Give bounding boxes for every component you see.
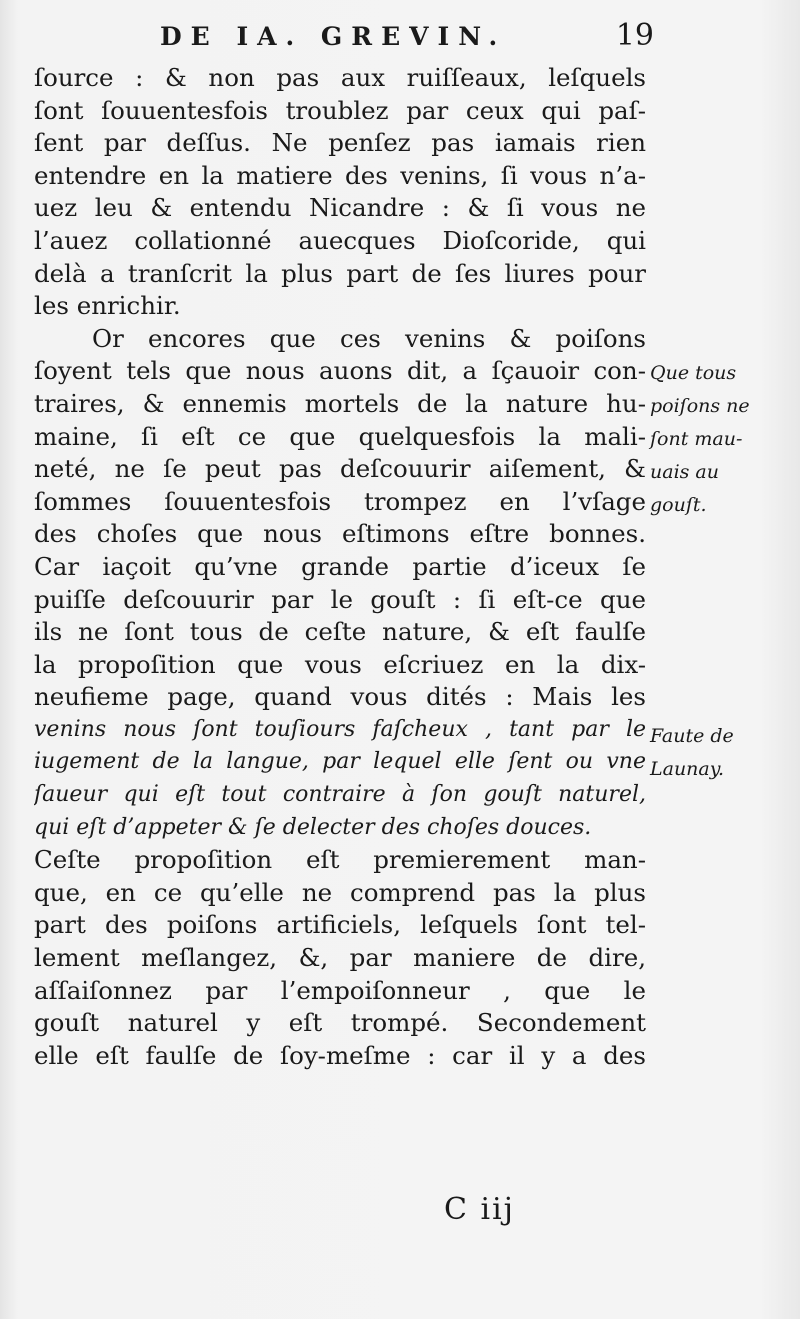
text-line: ſource : & non pas aux ruiſſeaux, leſquels [34, 63, 646, 92]
text-line: les enrichir. [34, 291, 181, 321]
text-line: uez leu & entendu Nicandre : & ſi vous ne [34, 193, 646, 223]
marginal-note-line: Faute de [650, 725, 734, 747]
text-line: ſont ſouuentesfois troublez par ceux qui paſ- [34, 95, 646, 125]
body-text [34, 62, 646, 1072]
marginal-note-line: gouſt. [650, 494, 707, 516]
marginal-note-line: Launay. [650, 758, 724, 780]
text-line: traires, & ennemis mortels de la nature hu- [34, 388, 646, 418]
page-number: 19 [615, 18, 654, 53]
text-line: que, en ce qu’elle ne comprend pas la plus [34, 877, 646, 907]
text-line: puiſſe deſcouurir par le gouſt : ſi eſt-ce que [34, 584, 646, 614]
marginal-note-line: uais au [650, 461, 719, 483]
page-header [160, 18, 660, 58]
quoted-text-line: ſaueur qui eſt tout contraire à ſon gouſt naturel, [34, 782, 646, 808]
text-line: des choſes que nous eſtimons eſtre bonnes. [34, 519, 646, 549]
text-line: neufieme page, quand vous dités : Mais les [34, 682, 646, 712]
text-line: entendre en la matiere des venins, ſi vous n’a- [34, 160, 646, 190]
text-line: maine, ſi eſt ce que quelquesfois la mali- [34, 421, 646, 451]
text-line: part des poiſons artificiels, leſquels ſont tel- [34, 910, 646, 940]
text-line: aſſaiſonnez par l’empoiſonneur , que le [34, 975, 646, 1005]
text-line: Or encores que ces venins & poiſons [92, 323, 646, 353]
text-line: elle eſt faulſe de ſoy-meſme : car il y a des [34, 1040, 646, 1070]
text-line: ſommes ſouuentesfois trompez en l’vſage [34, 486, 646, 516]
marginal-note-line: Que tous [650, 362, 737, 384]
marginal-note-line: poiſons ne [650, 395, 750, 417]
running-head: DE IA. GREVIN. [160, 22, 507, 51]
text-line: la propoſition que vous eſcriuez en la dix- [34, 649, 646, 679]
text-line: ſent par deſſus. Ne penſez pas iamais rien [34, 128, 646, 158]
quoted-text-line: qui eſt d’appeter & ſe delecter des choſes douces. [34, 814, 592, 840]
text-line: Ceſte propoſition eſt premierement man- [34, 845, 646, 875]
text-line: ils ne ſont tous de ceſte nature, & eſt faulſe [34, 617, 646, 647]
text-line: Car iaçoit qu’vne grande partie d’iceux ſe [34, 551, 646, 581]
text-line: neté, ne ſe peut pas deſcouurir aiſement, & [34, 454, 646, 484]
marginal-note-1 [650, 357, 798, 522]
signature-mark: C iij [444, 1192, 515, 1227]
marginal-note-2 [650, 720, 798, 786]
quoted-text-line: iugement de la langue, par lequel elle ſent ou vne [34, 749, 646, 775]
text-line: delà a tranſcrit la plus part de ſes liures pour [34, 258, 646, 288]
text-line: gouſt naturel y eſt trompé. Secondement [34, 1008, 646, 1038]
text-line: lement meſlangez, &, par maniere de dire, [34, 943, 646, 973]
text-line: l’auez collationné auecques Dioſcoride, qui [34, 225, 646, 255]
marginal-note-line: ſont mau- [650, 428, 743, 450]
quoted-text-line: venins nous ſont touſiours faſcheux , tant par le [34, 716, 646, 742]
text-line: ſoyent tels que nous auons dit, a ſçauoir con- [34, 356, 646, 386]
